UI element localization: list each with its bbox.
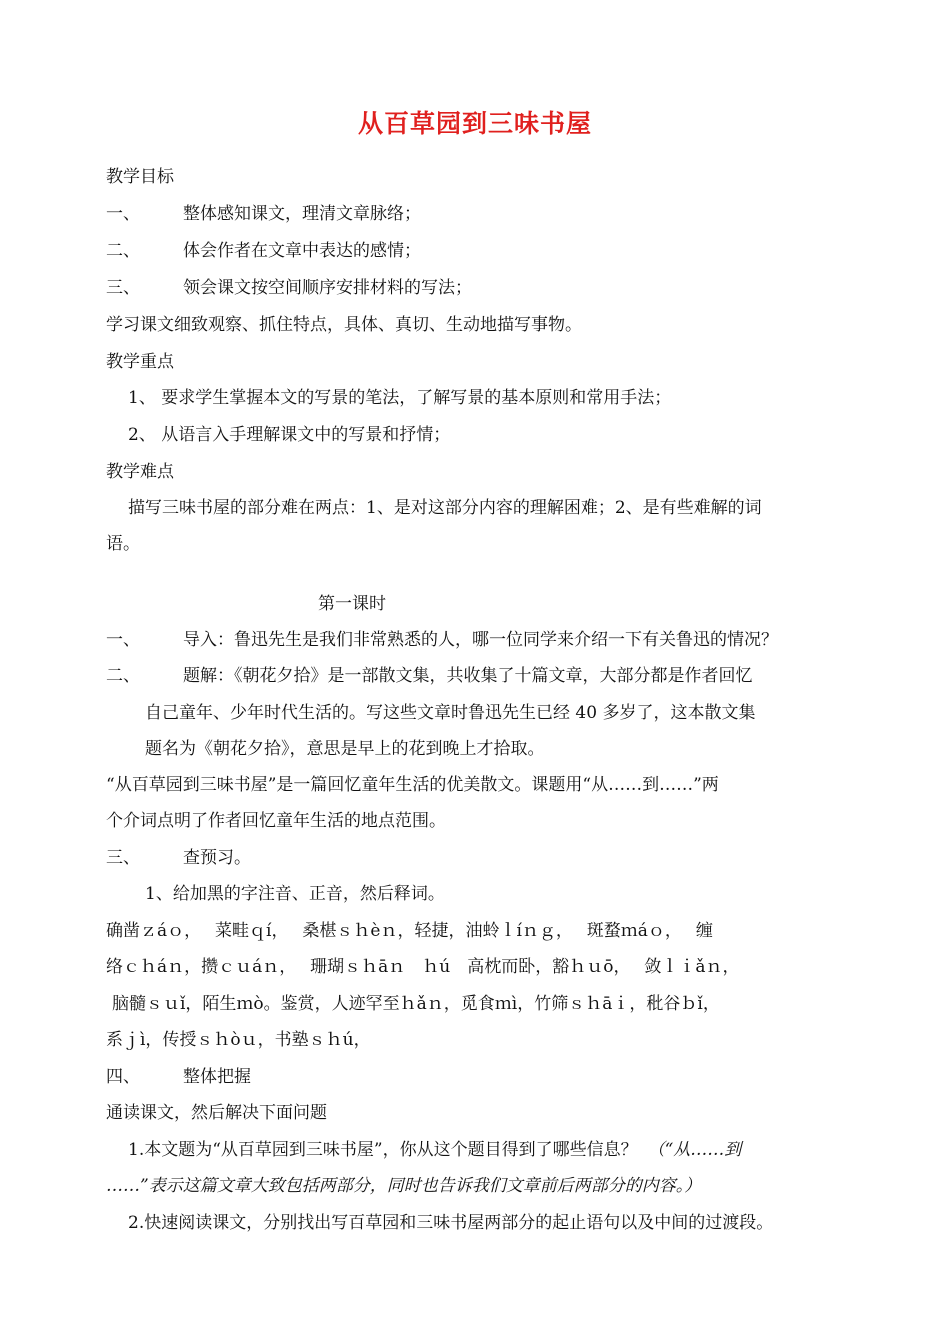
section-number: 三、 [106,848,140,868]
section-text: 题解：《朝花夕拾》是一部散文集，共收集了十篇文章，大部分都是作者回忆 [183,666,753,686]
section-number: 二、 [106,666,140,686]
section-3-subitem: 1、给加黑的字注音、正音，然后释词。 [145,884,445,904]
goal-number: 三、 [106,278,140,298]
section-number: 四、 [106,1067,140,1087]
lesson-section-2-line-3: 题名为《朝花夕拾》，意思是早上的花到晚上才拾取。 [145,739,545,759]
goal-item-3 [106,276,472,300]
lesson-heading: 第一课时 [318,594,386,614]
question-1 [128,1138,741,1162]
key-point-2: 2、 从语言入手理解课文中的写景和抒情； [128,425,451,445]
section-text: 导入：鲁迅先生是我们非常熟悉的人，哪一位同学来介绍一下有关鲁迅的情况？ [183,630,778,650]
vocab-line-3: 脑髓ｓｕǐ，陌生ｍò。鉴赏，人迹罕至ｈǎｎ，觅食ｍì，竹筛ｓｈāｉ，秕谷ｂǐ， [112,994,720,1014]
lesson-section-4 [106,1065,251,1089]
goal-text: 体会作者在文章中表达的感情； [183,241,421,261]
question-1-answer: ……”表示这篇文章大致包括两部分，同时也告诉我们文章前后两部分的内容。） [106,1176,702,1196]
section-text: 整体把握 [183,1067,251,1087]
goals-heading: 教学目标 [106,167,174,187]
question-2: 2.快速阅读课文，分别找出写百草园和三味书屋两部分的起止语句以及中间的过渡段。 [128,1213,774,1233]
goal-number: 一、 [106,204,140,224]
goal-extra: 学习课文细致观察、抓住特点，具体、真切、生动地描写事物。 [106,315,582,335]
goal-text: 整体感知课文，理清文章脉络； [183,204,421,224]
goal-item-2 [106,239,421,263]
question-1-answer-start: （“从……到 [647,1140,742,1160]
difficulties-line-1: 描写三味书屋的部分难在两点：1、是对这部分内容的理解困难；2、是有些难解的词 [128,498,762,518]
goal-number: 二、 [106,241,140,261]
goal-text: 领会课文按空间顺序安排材料的写法； [183,278,472,298]
lesson-section-3 [106,846,251,870]
key-points-heading: 教学重点 [106,352,174,372]
lesson-section-1 [106,628,778,652]
key-point-1: 1、 要求学生掌握本文的写景的笔法，了解写景的基本原则和常用手法； [128,388,672,408]
difficulties-line-2: 语。 [106,534,140,554]
vocab-line-1: 确凿ｚáｏ， 菜畦ｑí， 桑椹ｓｈèｎ，轻捷，油蛉ｌíｎｇ， 斑蝥ｍáｏ， 缠 [106,921,713,941]
difficulties-heading: 教学难点 [106,462,174,482]
question-1-text: 1.本文题为“从百草园到三味书屋”，你从这个题目得到了哪些信息？ [128,1140,638,1160]
section-4-intro: 通读课文，然后解决下面问题 [106,1103,327,1123]
goal-item-1 [106,202,421,226]
section-text: 查预习。 [183,848,251,868]
paragraph-line-1: “从百草园到三味书屋”是一篇回忆童年生活的优美散文。课题用“从……到……”两 [106,775,719,795]
paragraph-line-2: 个介词点明了作者回忆童年生活的地点范围。 [106,811,446,831]
lesson-section-2 [106,664,753,688]
vocab-line-2: 络ｃｈáｎ，攒ｃｕáｎ， 珊瑚ｓｈāｎ ｈú 高枕而卧，豁ｈｕō， 敛ｌｉǎｎ， [106,957,740,977]
section-number: 一、 [106,630,140,650]
document-title: 从百草园到三味书屋 [357,109,592,138]
vocab-line-4: 系ｊì，传授ｓｈòｕ，书塾ｓｈú， [106,1030,371,1050]
lesson-section-2-line-2: 自己童年、少年时代生活的。写这些文章时鲁迅先生已经 40 多岁了，这本散文集 [145,703,756,723]
